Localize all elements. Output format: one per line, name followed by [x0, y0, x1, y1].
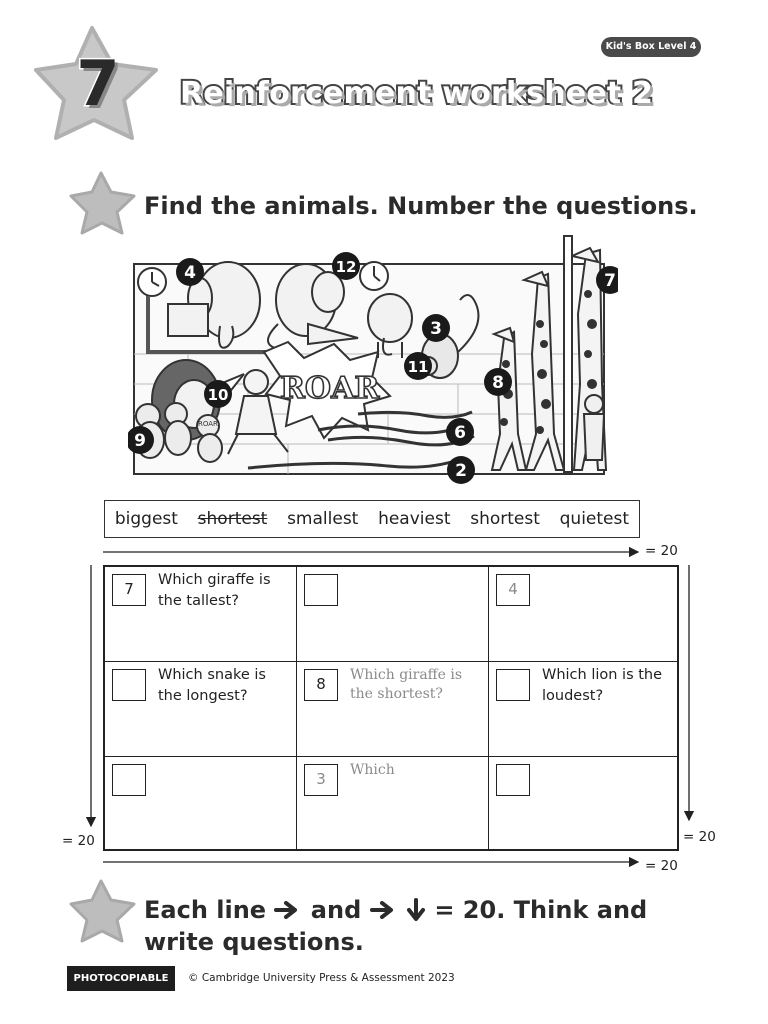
grid-cell: [297, 662, 489, 757]
grid-cell: [105, 567, 297, 662]
instruction-part: = 20. Think and: [434, 896, 648, 924]
measuring-pole: [564, 236, 572, 472]
instruction-part: Each line: [144, 896, 267, 924]
question-text: Which lion is the loudest?: [542, 667, 663, 704]
clock-icon: [360, 262, 388, 290]
word-item: quietest: [559, 509, 630, 529]
instruction-write-questions: write questions.: [144, 928, 364, 956]
clock-icon: [138, 268, 166, 296]
grid-cell: [489, 567, 677, 662]
number-box[interactable]: 3: [304, 764, 338, 796]
star-icon: [68, 170, 138, 236]
grid-cell: [297, 567, 489, 662]
arrow-right-icon: [274, 900, 302, 920]
marker-4: [176, 258, 204, 286]
marker-2: [447, 456, 475, 484]
marker-7-label: 7: [604, 271, 616, 291]
number-box[interactable]: [304, 574, 338, 606]
number-box[interactable]: [112, 764, 146, 796]
marker-6: [446, 418, 474, 446]
keeper-icon: [584, 395, 604, 460]
grid-cell: [489, 757, 677, 849]
instruction-each-line: [144, 896, 647, 924]
equals-top: = 20: [645, 543, 678, 559]
word-item: shortest: [470, 509, 540, 529]
marker-8: [484, 368, 512, 396]
copyright-text: © Cambridge University Press & Assessment 2023: [188, 972, 455, 984]
word-item: smallest: [287, 509, 359, 529]
photocopiable-label: PHOTOCOPIABLE: [67, 966, 175, 991]
zoo-picture: [128, 234, 618, 486]
marker-4-label: 4: [184, 263, 196, 283]
marker-11: [404, 352, 432, 380]
marker-3: [422, 314, 450, 342]
grid-cell: [489, 662, 677, 757]
number-box[interactable]: [112, 669, 146, 701]
number-box[interactable]: 8: [304, 669, 338, 701]
question-grid: [103, 565, 679, 851]
small-roar-text: ROAR: [198, 420, 218, 428]
marker-2-label: 2: [455, 461, 467, 481]
question-text: Which snake is the longest?: [158, 667, 266, 704]
page-title: Reinforcement worksheet 2: [180, 76, 654, 111]
question-text-handwritten[interactable]: Which: [350, 762, 395, 778]
roar-text: ROAR: [280, 371, 380, 406]
marker-8-label: 8: [492, 373, 504, 393]
equals-right: = 20: [683, 829, 716, 845]
word-item: heaviest: [378, 509, 451, 529]
instruction-find-animals: Find the animals. Number the questions.: [144, 192, 698, 220]
instruction-part: and: [310, 896, 362, 924]
marker-12-label: 12: [335, 258, 357, 276]
marker-11-label: 11: [407, 358, 429, 376]
marker-10-label: 10: [207, 386, 229, 404]
marker-12: [332, 252, 360, 280]
number-box[interactable]: 4: [496, 574, 530, 606]
grid-cell: [297, 757, 489, 849]
unit-number: 7: [76, 47, 120, 120]
question-text-handwritten: Which giraffe is the shortest?: [350, 667, 463, 702]
level-badge: Kid's Box Level 4: [601, 37, 701, 57]
equals-left: = 20: [62, 833, 95, 849]
marker-6-label: 6: [454, 423, 466, 443]
arrow-down-icon: [406, 898, 426, 922]
marker-10: [204, 380, 232, 408]
word-item: biggest: [114, 509, 178, 529]
marker-9-label: 9: [134, 431, 146, 451]
star-icon: [68, 878, 138, 944]
number-box[interactable]: 7: [112, 574, 146, 606]
number-box[interactable]: [496, 764, 530, 796]
word-item-crossed: shortest: [197, 509, 268, 529]
grid-cell: [105, 662, 297, 757]
arrow-right-icon: [370, 900, 398, 920]
equals-bottom: = 20: [645, 858, 678, 874]
grid-cell: [105, 757, 297, 849]
question-text: Which giraffe is the tallest?: [158, 572, 271, 609]
marker-3-label: 3: [430, 319, 442, 339]
number-box[interactable]: [496, 669, 530, 701]
word-box: [104, 500, 640, 538]
